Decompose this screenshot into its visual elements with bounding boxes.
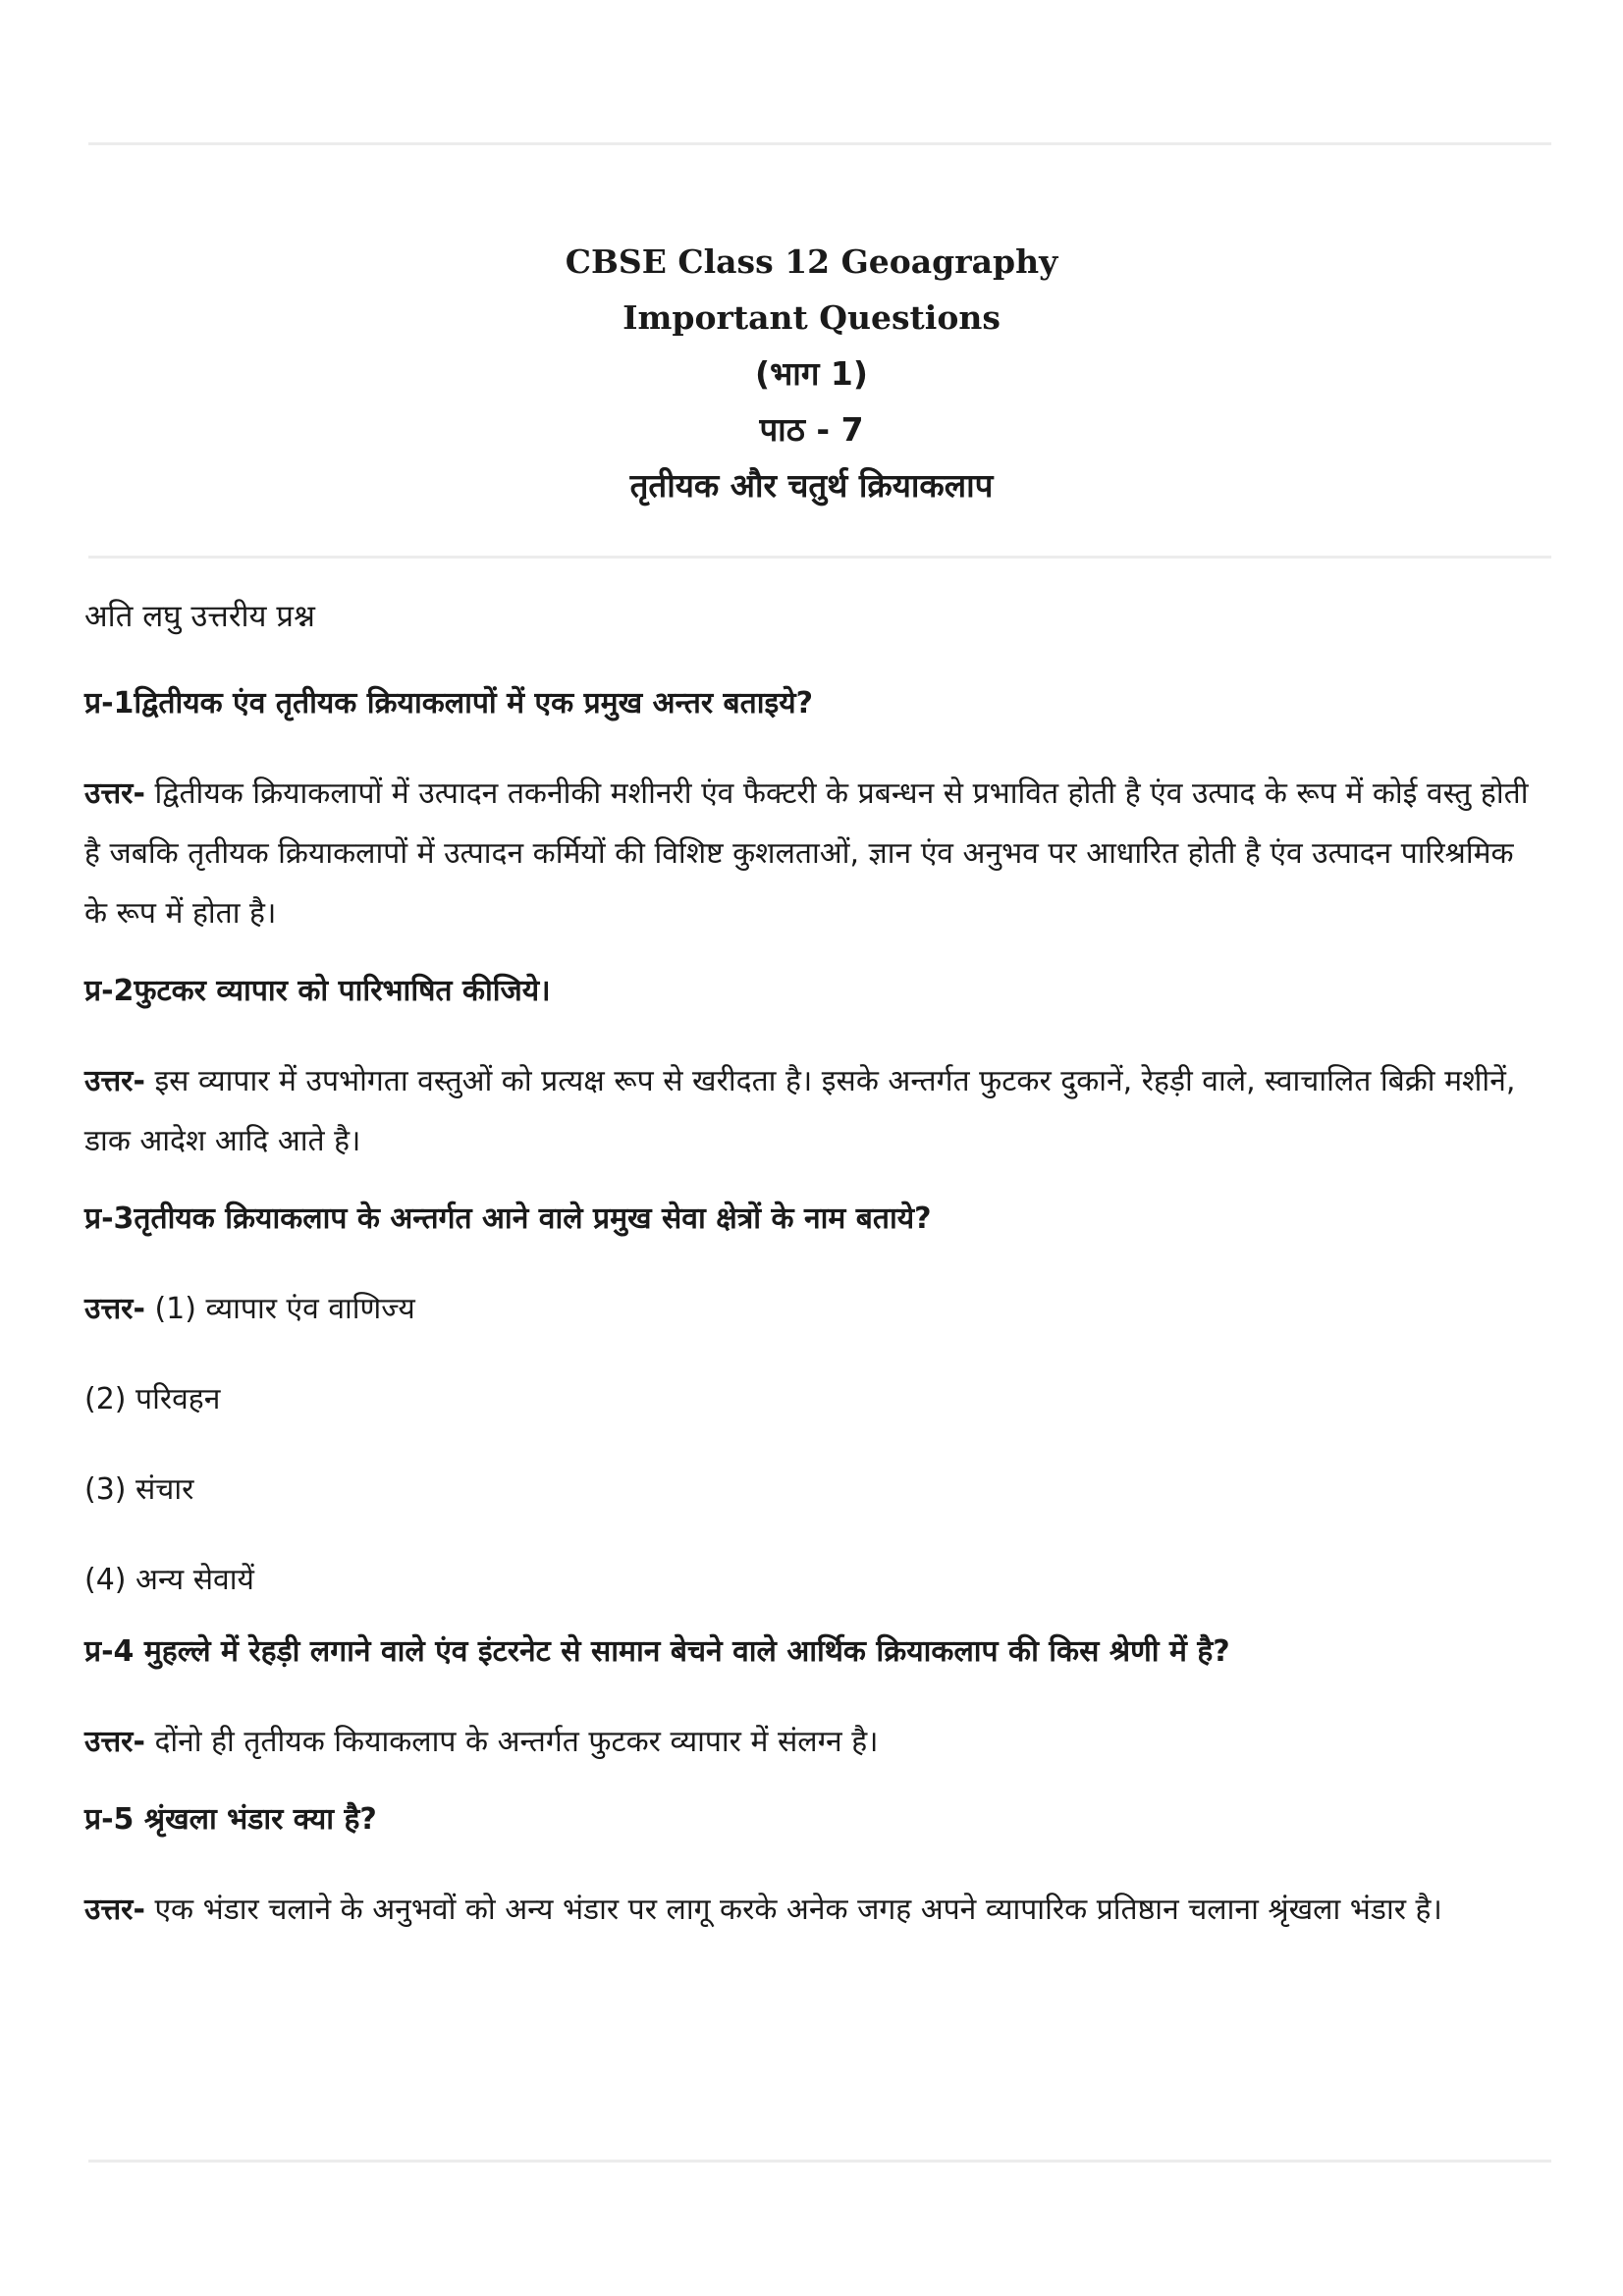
answer-text: दोंनो ही तृतीयक कियाकलाप के अन्तर्गत फुटकर व्यापार में संलग्न है।	[144, 1725, 879, 1759]
document-subtitle: Important Questions	[622, 298, 1001, 337]
document-part: (भाग 1)	[755, 354, 868, 393]
answer-label: उत्तर-	[84, 1064, 145, 1098]
answer-list-item: (2) परिवहन	[84, 1382, 221, 1416]
answer-label: उत्तर-	[84, 776, 145, 811]
answer-text: इस व्यापार में उपभोगता वस्तुओं को प्रत्यक्ष रूप से खरीदता है। इसके अन्तर्गत फुटकर दुकानें, रेहड़ी वाले, स्वाचालित बिक्री मशीनें, डाक आदेश आदि आते है।	[84, 1064, 1516, 1158]
answer-text: द्वितीयक क्रियाकलापों में उत्पादन तकनीकी मशीनरी एंव फैक्टरी के प्रबन्धन से प्रभावित होती है एंव उत्पाद के रूप में कोई वस्तु होती है जबकि तृतीयक क्रियाकलापों में उत्पादन कर्मियों की विशिष्ट कुशलताओं, ज्ञान एंव अनुभव पर आधारित होती है एंव उत्पादन पारिश्रमिक के रूप में होता है।	[84, 776, 1529, 931]
section-heading: अति लघु उत्तरीय प्रश्न	[84, 599, 315, 634]
answer-3	[84, 1279, 1538, 1339]
answer-5	[84, 1880, 1538, 1940]
chapter-title: तृतीयक और चतुर्थ क्रियाकलाप	[629, 466, 994, 505]
qa-item-1	[84, 679, 1538, 943]
answer-4	[84, 1712, 1538, 1772]
answer-list-item: (4) अन्य सेवायें	[84, 1563, 254, 1597]
lesson-number: पाठ - 7	[759, 410, 864, 449]
answer-label: उत्तर-	[84, 1725, 145, 1759]
qa-item-2	[84, 967, 1538, 1171]
top-divider	[88, 142, 1551, 145]
qa-item-3	[84, 1195, 1538, 1610]
question-2: प्र-2फुटकर व्यापार को पारिभाषित कीजिये।	[84, 974, 551, 1008]
question-3: प्र-3तृतीयक क्रियाकलाप के अन्तर्गत आने वाले प्रमुख सेवा क्षेत्रों के नाम बताये?	[84, 1201, 932, 1236]
document-title: CBSE Class 12 Geoagraphy	[565, 242, 1058, 281]
document-header	[0, 234, 1623, 513]
answer-text: एक भंडार चलाने के अनुभवों को अन्य भंडार पर लागू करके अनेक जगह अपने व्यापारिक प्रतिष्ठान चलाना श्रृंखला भंडार है।	[144, 1893, 1442, 1927]
answer-list-item: (3) संचार	[84, 1472, 194, 1507]
answer-2	[84, 1051, 1538, 1171]
qa-item-4	[84, 1628, 1538, 1772]
question-4: प्र-4 मुहल्ले में रेहड़ी लगाने वाले एंव इंटरनेट से सामान बेचने वाले आर्थिक क्रियाकलाप की किस श्रेणी में है?	[84, 1634, 1230, 1669]
answer-label: उत्तर-	[84, 1893, 145, 1927]
answer-1	[84, 764, 1538, 943]
qa-item-5	[84, 1795, 1538, 1940]
header-divider	[88, 556, 1551, 559]
question-5: प्र-5 श्रृंखला भंडार क्या है?	[84, 1802, 377, 1837]
answer-label: उत्तर-	[84, 1292, 145, 1326]
question-1: प्र-1द्वितीयक एंव तृतीयक क्रियाकलापों में एक प्रमुख अन्तर बताइये?	[84, 686, 814, 721]
document-body	[84, 587, 1538, 1963]
answer-text: (1) व्यापार एंव वाणिज्य	[144, 1292, 415, 1326]
bottom-divider	[88, 2160, 1551, 2163]
